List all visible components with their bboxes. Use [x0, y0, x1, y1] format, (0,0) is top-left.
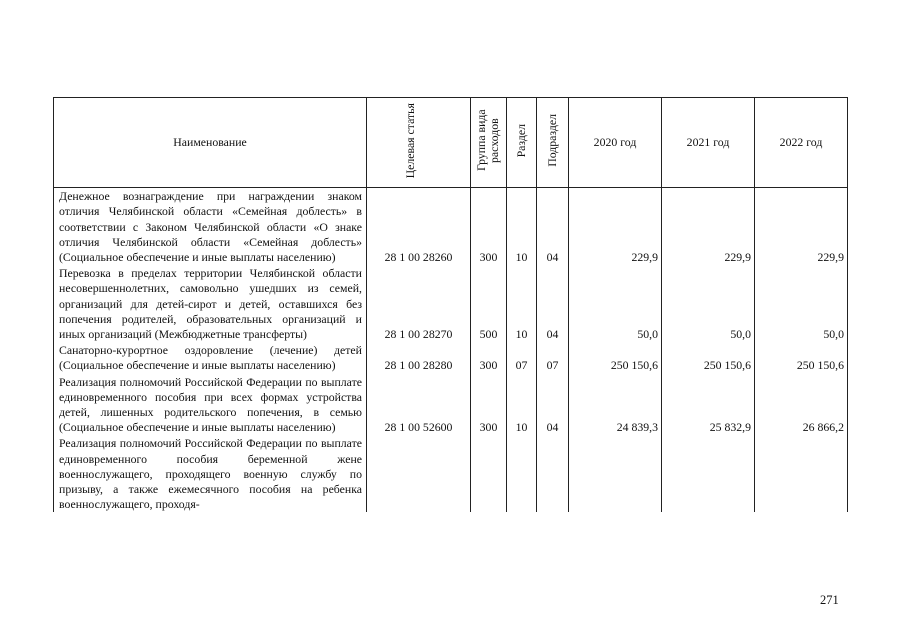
row-name: Перевозка в пределах территории Челябинской области несовершеннолетних, самовольно ушедших из семей, организаций для детей-сирот и детей, оставшихся без попечения родителей, образовательных организаций и иных организаций (Межбюджетные трансферты) — [54, 265, 367, 342]
row-target: 28 1 00 28270 — [367, 265, 471, 342]
row-2020: 50,0 — [569, 265, 662, 342]
row-section — [507, 435, 537, 512]
row-group: 300 — [471, 188, 507, 266]
row-target: 28 1 00 28280 — [367, 342, 471, 373]
row-2022 — [755, 435, 848, 512]
row-subsection — [537, 435, 569, 512]
row-subsection: 07 — [537, 342, 569, 373]
row-section: 10 — [507, 265, 537, 342]
budget-table — [53, 97, 848, 512]
col-header-2022: 2022 год — [755, 98, 848, 188]
row-target: 28 1 00 28260 — [367, 188, 471, 266]
row-name: Реализация полномочий Российской Федерации по выплате единовременного пособия беременной жене военнослужащего, проходящего военную службу по призыву, а также ежемесячного пособия на ребенка военнослужащего, проходя- — [54, 435, 367, 512]
row-section: 07 — [507, 342, 537, 373]
row-2020: 229,9 — [569, 188, 662, 266]
row-2022: 250 150,6 — [755, 342, 848, 373]
row-2022: 229,9 — [755, 188, 848, 266]
row-2021: 50,0 — [662, 265, 755, 342]
col-header-section: Раздел — [507, 98, 537, 188]
col-header-group: Группа вида расходов — [471, 98, 507, 188]
row-group — [471, 435, 507, 512]
row-2021: 250 150,6 — [662, 342, 755, 373]
row-2020: 250 150,6 — [569, 342, 662, 373]
row-2022: 26 866,2 — [755, 374, 848, 436]
row-target: 28 1 00 52600 — [367, 374, 471, 436]
row-2021: 25 832,9 — [662, 374, 755, 436]
row-2022: 50,0 — [755, 265, 848, 342]
row-subsection: 04 — [537, 265, 569, 342]
row-2020: 24 839,3 — [569, 374, 662, 436]
col-header-2021: 2021 год — [662, 98, 755, 188]
row-group: 500 — [471, 265, 507, 342]
row-group: 300 — [471, 342, 507, 373]
header-row — [54, 98, 848, 188]
table-row — [54, 435, 848, 512]
col-header-target: Целевая статья — [367, 98, 471, 188]
table-row — [54, 188, 848, 266]
row-subsection: 04 — [537, 188, 569, 266]
row-name: Санаторно-курортное оздоровление (лечение) детей (Социальное обеспечение и иные выплаты населению) — [54, 342, 367, 373]
row-2020 — [569, 435, 662, 512]
page-number: 271 — [820, 593, 839, 607]
col-header-subsection: Подраздел — [537, 98, 569, 188]
row-name: Денежное вознаграждение при награждении знаком отличия Челябинской области «Семейная доблесть» в соответствии с Законом Челябинской области «О знаке отличия Челябинской области «Семейная доблесть» (Социальное обеспечение и иные выплаты населению) — [54, 188, 367, 266]
col-header-name: Наименование — [54, 98, 367, 188]
row-section: 10 — [507, 374, 537, 436]
row-name: Реализация полномочий Российской Федерации по выплате единовременного пособия при всех формах устройства детей, лишенных родительского попечения, в семью (Социальное обеспечение и иные выплаты населению) — [54, 374, 367, 436]
row-section: 10 — [507, 188, 537, 266]
table-row — [54, 265, 848, 342]
row-subsection: 04 — [537, 374, 569, 436]
row-target — [367, 435, 471, 512]
table-row — [54, 342, 848, 373]
row-2021: 229,9 — [662, 188, 755, 266]
row-2021 — [662, 435, 755, 512]
row-group: 300 — [471, 374, 507, 436]
table-row — [54, 374, 848, 436]
col-header-2020: 2020 год — [569, 98, 662, 188]
